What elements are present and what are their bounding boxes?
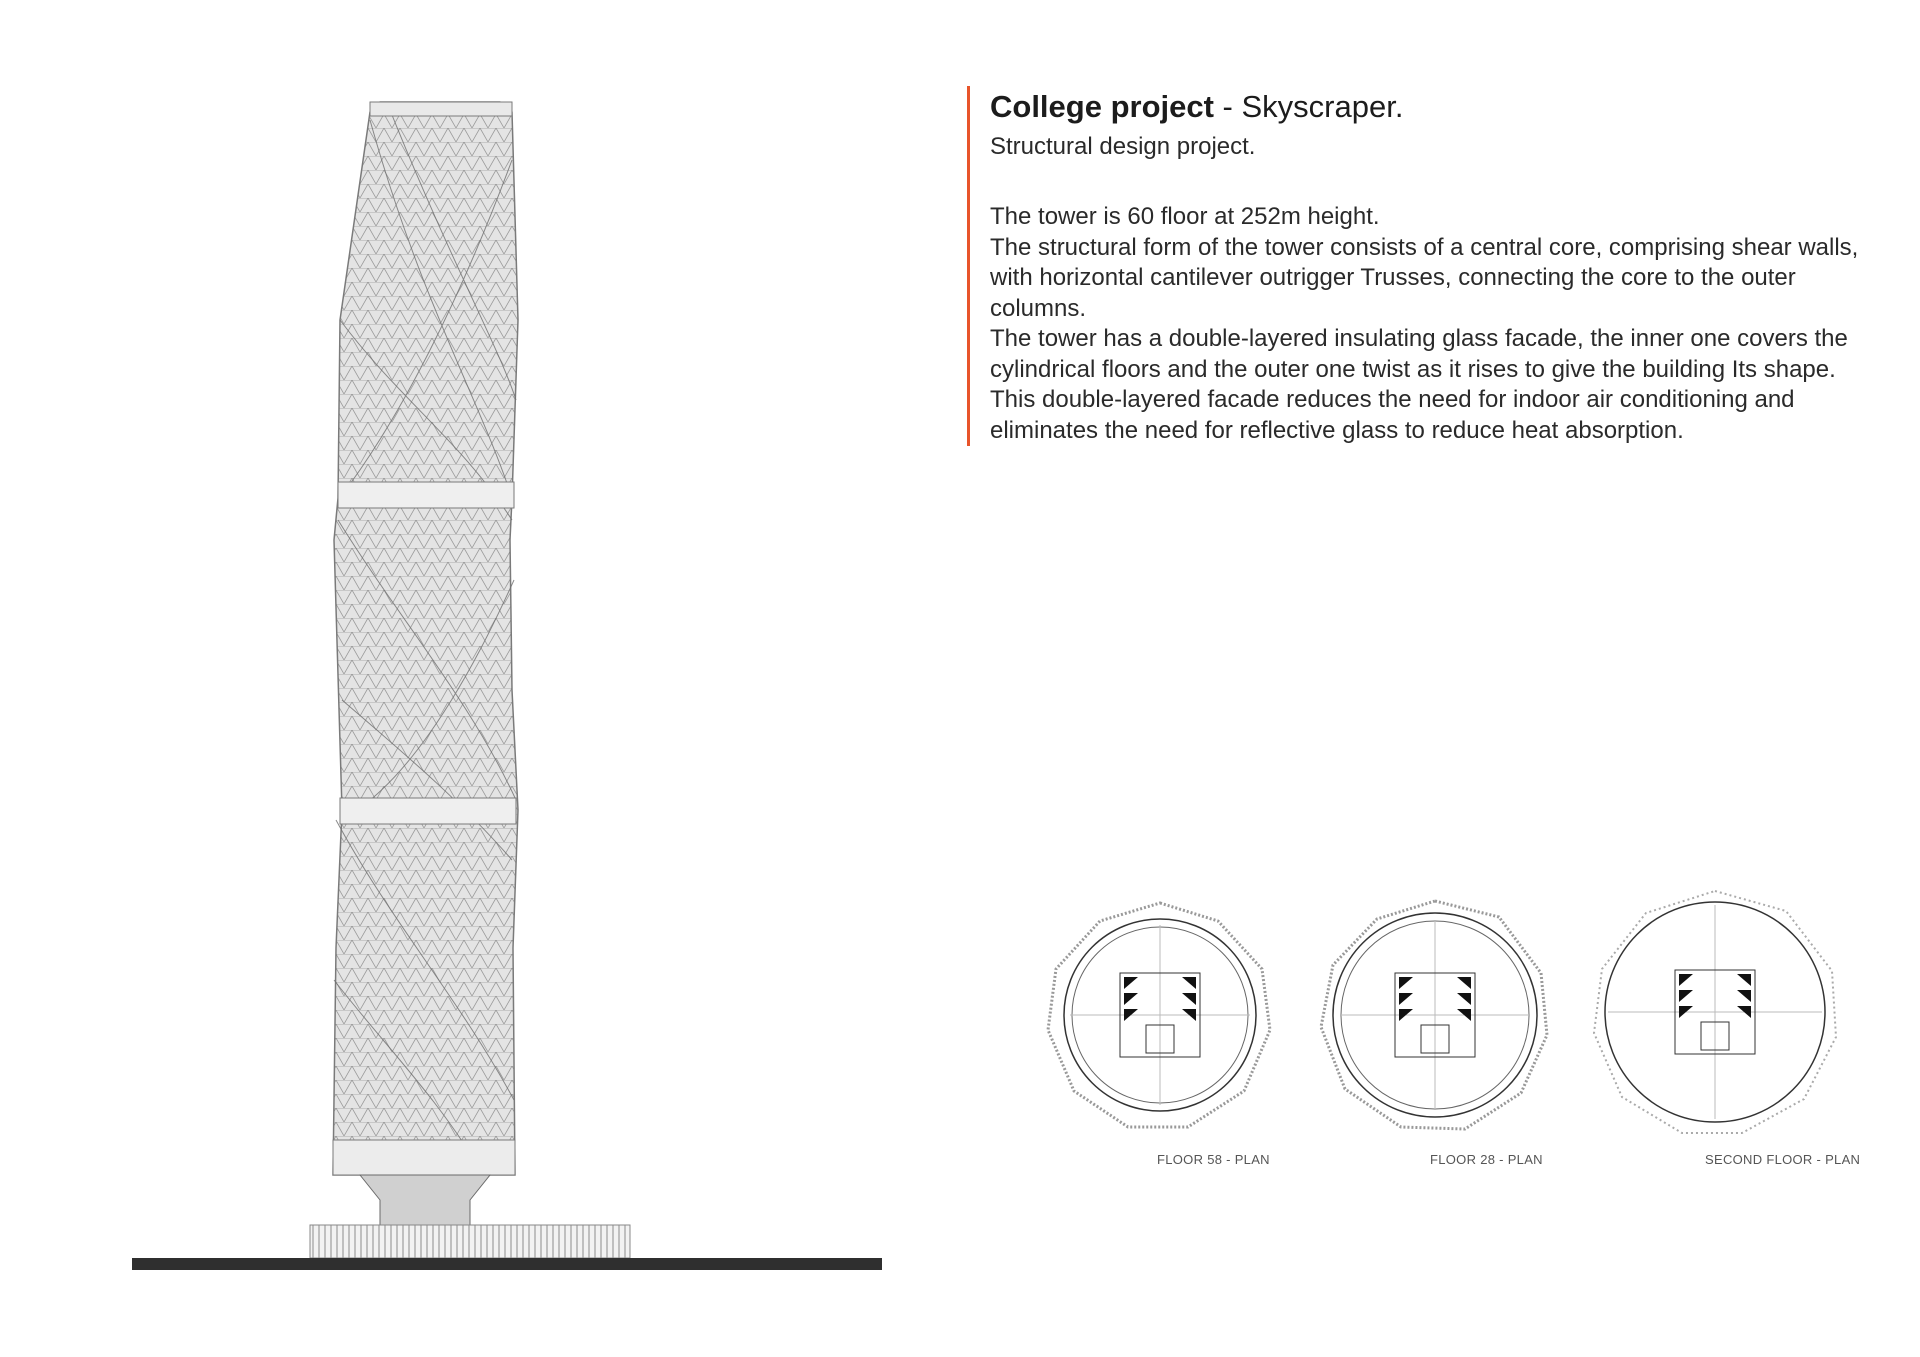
floor-28-plan-drawing xyxy=(1315,895,1555,1135)
tower-elevation-drawing xyxy=(120,100,900,1270)
tower-base-band xyxy=(333,1140,515,1175)
plan-label-second-floor: SECOND FLOOR - PLAN xyxy=(1705,1152,1861,1167)
plan-label-floor-58: FLOOR 58 - PLAN xyxy=(1157,1152,1270,1167)
description-block xyxy=(967,86,1870,446)
second-floor-plan-drawing xyxy=(1590,887,1840,1137)
base-supports xyxy=(360,1175,490,1225)
plan-floor-28 xyxy=(1315,895,1555,1135)
podium xyxy=(310,1225,630,1258)
paragraph: The tower is 60 floor at 252m height. xyxy=(990,203,1380,230)
title-bold: College project xyxy=(990,89,1214,124)
body-text xyxy=(990,202,1870,446)
plan-label-floor-28: FLOOR 28 - PLAN xyxy=(1430,1152,1543,1167)
outrigger-belt-lower xyxy=(340,798,516,824)
subtitle: Structural design project. xyxy=(990,133,1256,160)
plan-second-floor xyxy=(1590,895,1840,1137)
title-rest: - Skyscraper. xyxy=(1213,89,1404,124)
paragraph: This double-layered facade reduces the need for indoor air conditioning and eliminates the need for reflective glass to reduce heat absorption. xyxy=(990,386,1795,444)
floor-58-plan-drawing xyxy=(1040,895,1280,1135)
outrigger-belt-upper xyxy=(338,482,514,508)
page-title xyxy=(990,86,1870,128)
paragraph: The structural form of the tower consists of a central core, comprising shear walls, with horizontal cantilever outrigger Trusses, connecting the core to the outer columns. xyxy=(990,233,1859,322)
plan-floor-58 xyxy=(1040,895,1280,1135)
tower-crown xyxy=(370,102,512,116)
ground-line xyxy=(132,1258,882,1270)
paragraph: The tower has a double-layered insulating glass facade, the inner one covers the cylindrical floors and the outer one twist as it rises to give the building Its shape. xyxy=(990,325,1848,383)
